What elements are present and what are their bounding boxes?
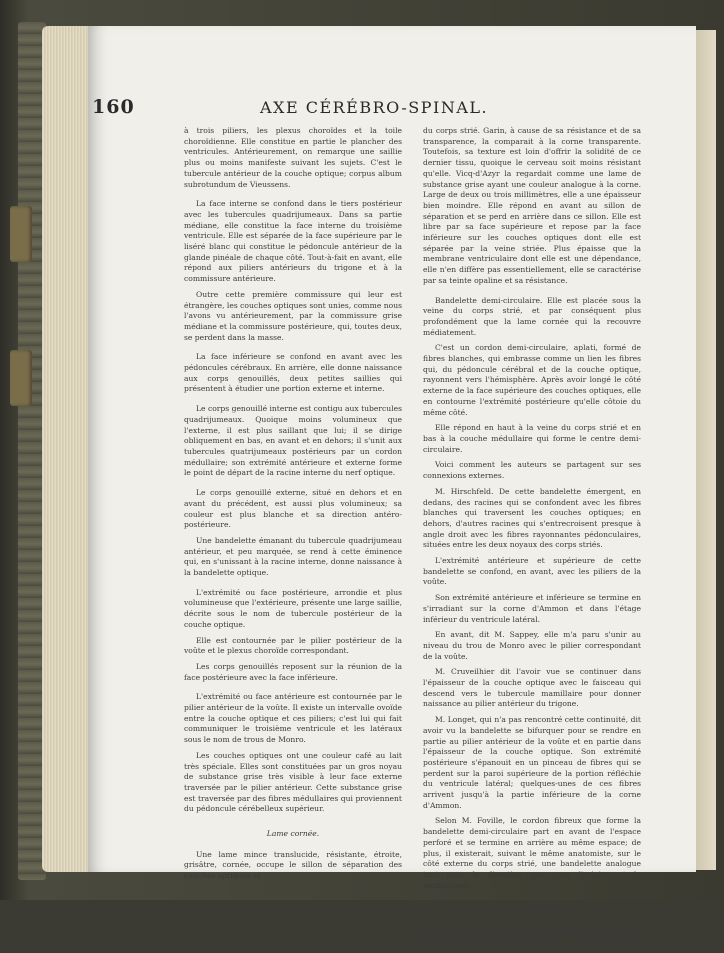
paragraph: L'extrémité antérieure et supérieure de cette bandelette se confond, en avant, avec les piliers de la voûte. [423,556,641,587]
paragraph: Une lame mince translucide, résistante, étroite, grisâtre, cornée, occupe le sillon de séparation des couches optiques et [184,849,402,881]
page-number: 160 [92,96,135,118]
paragraph: Les corps genouillés reposent sur la réunion de la face postérieure avec la face inférieure. [184,661,402,682]
paragraph: En étudiant la toile choroïdienne, nous avons mentionné les [423,926,641,946]
section-heading: Lame cornée. [266,829,320,839]
paragraph: Bandelette demi-circulaire. Elle est placée sous la veine du corps strié, et par conséquent plus profondément que la lame cornée qui la recouvre médiatement. [423,295,641,337]
binding-tab-lower [10,350,32,406]
paragraph: Son extrémité antérieure et inférieure se termine en s'irradiant sur la corne d'Ammon et dans l'étage inférieur du ventricule latéral. [423,593,641,624]
left-column [184,126,402,887]
paragraph: Selon M. Foville, le cordon fibreux que forme la bandelette demi-circulaire part en avant de l'espace perforé et se termine en arrière au même espace; de plus, il existerait, suivant le même anatomiste, sur le côté externe du corps strié, une bandelette analogue tant pour la direction que pour l'origine et la terminaison. [423,816,641,890]
facing-page-edge [696,30,716,870]
paragraph: M. Cruveilhier dit l'avoir vue se continuer dans l'épaisseur de la couche optique avec le faisceau qui descend vers le tubercule mamillaire pour donner naissance au pilier antérieur du trigone. [423,667,641,709]
paragraph: à trois piliers, les plexus choroïdes et la toile choroïdienne. Elle constitue en partie le plancher des ventricules. Antérieurement, on remarque une saillie plus ou moins manifeste suivant les sujets. C'est le tubercule antérieur de la couche optique; corpus album subrotundum de Vieussens. [184,126,402,189]
binding-tab-upper [10,206,32,262]
paragraph: Elle est contournée par le pilier postérieur de la voûte et le plexus choroïde correspondant. [184,635,402,656]
paragraph: M. Hirschfeld. De cette bandelette émergent, en dedans, des racines qui se confondent avec les fibres blanches qui traversent les couches optiques; en dehors, d'autres racines qui s'entrecroisent presque à angle droit avec les fibres rayonnantes pédonculaires, situées entre les deux noyaux des corps striés. [423,486,641,550]
paragraph: L'extrémité ou face antérieure est contournée par le pilier antérieur de la voûte. Il existe un intervalle ovoïde entre la couche optique et ces piliers; c'est lui qui fait communiquer le troisième ventricule et les latéraux sous le nom de trous de Monro. [184,692,402,745]
page-edges [42,26,94,872]
page-header [92,96,489,126]
paragraph: La face inférieure se confond en avant avec les pédoncules cérébraux. En arrière, elle donne naissance aux corps genouillés, deux petites saillies qui présentent à étudier une portion externe et interne. [184,352,402,394]
paragraph: Outre cette première commissure qui leur est étrangère, les couches optiques sont unies, comme nous l'avons vu antérieurement, par la commissure grise médiane et la commissure postérieure, qui, toutes deux, se perdent dans la masse. [184,289,402,342]
paragraph: Voici comment les auteurs se partagent sur ses connexions externes. [423,460,641,481]
paragraph: M. Longet, qui n'a pas rencontré cette continuité, dit avoir vu la bandelette se bifurquer pour se rendre en partie au pilier antérieur de la voûte et en partie dans l'épaisseur de la couche optique. Son extrémité postérieure s'épanouit en un pinceau de fibres qui se perdent sur la paroi supérieure de la portion réfléchie du ventricule latéral; quelques-unes de ces fibres arrivent jusqu'à la partie inférieure de la corne d'Ammon. [423,715,641,810]
paragraph: En avant, dit M. Sappey, elle m'a paru s'unir au niveau du trou de Monro avec le pilier correspondant de la voûte. [423,630,641,661]
paragraph: Elle répond en haut à la veine du corps strié et en bas à la couche médullaire qui forme le centre demi-circulaire. [423,423,641,454]
paragraph: Le corps genouillé externe, situé en dehors et en avant du précédent, est aussi plus volumineux; sa couleur est plus blanche et sa direction antéro-postérieure. [184,488,402,530]
right-column [423,126,641,953]
running-title: AXE CÉRÉBRO-SPINAL. [260,98,489,117]
paragraph: du corps strié. Garin, à cause de sa résistance et de sa transparence, la comparait à la corne transparente. Toutefois, sa texture est loin d'offrir la solidité de ce dernier tissu, quoique le cerveau soit moins résistant qu'elle. Vicq-d'Azyr la regardait comme une lame de substance grise ayant une couleur analogue à la corne. Large de deux ou trois millimètres, elle a une épaisseur bien moindre. Elle répond en avant au sillon de séparation et se perd en arrière dans ce sillon. Elle est libre par sa face supérieure et repose par la face inférieure sur les couches optiques dont elle est séparée par la veine striée. Plus épaisse que la membrane ventriculaire dont elle est une dépendance, elle n'en diffère pas essentiellement, elle se caractérise par sa teinte opaline et sa résistance. [423,126,641,285]
paragraph: La face interne se confond dans le tiers postérieur avec les tubercules quadrijumeaux. Dans sa partie médiane, elle constitue la face interne du troisième ventricule. Elle est séparée de la face supérieure par le liséré blanc qui constitue le pédoncule antérieur de la glande pinéale de chaque côté. Tout-à-fait en avant, elle répond aux piliers antérieurs du trigone et à la commissure antérieure. [184,199,402,284]
paragraph: Une bandelette émanant du tubercule quadrijumeau antérieur, et peu marquée, se rend à cette éminence qui, en s'unissant à la racine interne, donne naissance à la bandelette optique. [184,535,402,578]
paragraph: Le corps genouillé interne est contigu aux tubercules quadrijumeaux. Quoique moins volumineux que l'externe, il est plus saillant que lui; il se dirige obliquement en bas, en avant et en dehors; il s'unit aux tubercules quatrijumeaux postérieurs par un cordon médullaire; son extrémité antérieure et externe forme le point de départ de la racine interne du nerf optique. [184,404,402,478]
section-heading: Plexus choroïdes. [498,905,566,915]
paragraph: Les couches optiques ont une couleur café au lait très spéciale. Elles sont constituées par un gros noyau de substance grise très visible à leur face externe traversée par le pilier antérieur. Cette substance grise est traversée par des fibres médullaires qui proviennent du pédoncule cérébelleux supérieur. [184,750,402,814]
paragraph: C'est un cordon demi-circulaire, aplati, formé de fibres blanches, qui embrasse comme un lien les fibres qui, du pédoncule cérébral et de la couche optique, rayonnent vers l'hémisphère. Après avoir longé le côté externe de la face supérieure des couches optiques, elle en contourne l'extrémité postérieure qu'elle côtoie du même côté. [423,343,641,417]
paragraph: L'extrémité ou face postérieure, arrondie et plus volumineuse que l'extérieure, présente une large saillie, décrite sous le nom de tubercule postérieur de la couche optique. [184,587,402,629]
